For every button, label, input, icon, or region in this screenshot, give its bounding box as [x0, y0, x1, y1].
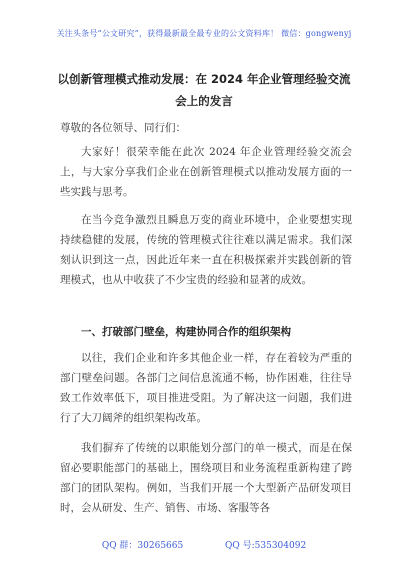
paragraph-context: 在当今竞争激烈且瞬息万变的商业环境中，企业要想实现持续稳健的发展，传统的管理模式往往难以满足需求。我们深刻认识到这一点，因此近年来一直在积极探索并实践创新的管理模式，也从中收获了不少宝贵的经验和显著的成效。: [60, 214, 352, 286]
header-banner: 关注头条号“公文研究”，获得最新最全最专业的公文资料库！ 微信：gongwenyj: [56, 29, 352, 38]
document-title: 以创新管理模式推动发展：在 2024 年企业管理经验交流会上的发言: [57, 72, 351, 108]
section-heading: 一、打破部门壁垒，构建协同合作的组织架构: [81, 326, 291, 338]
footer-qq-group: QQ 群：30265665: [101, 541, 184, 551]
paragraph-intro: 大家好！很荣幸能在此次 2024 年企业管理经验交流会上，与大家分享我们企业在创新管理模式以推动发展方面的一些实践与思考。: [60, 146, 352, 198]
paragraph-section-2: 我们摒弃了传统的以职能划分部门的单一模式，而是在保留必要职能部门的基础上，围绕项目和业务流程重新构建了跨部门的团队架构。例如，当我们开展一个大型新产品研发项目时，会从研发、生产、销售、市场、客服等各: [60, 442, 352, 514]
footer-qq-number: QQ 号:535304092: [225, 541, 307, 551]
footer-contacts: [0, 538, 408, 551]
salutation: 尊敬的各位领导、同行们：: [60, 122, 186, 134]
paragraph-section-1: 以往，我们企业和许多其他企业一样，存在着较为严重的部门壁垒问题。各部门之间信息流通不畅，协作困难，往往导致工作效率低下，项目推进受阻。为了解决这一问题，我们进行了大刀阔斧的组织架构改革。: [60, 352, 352, 424]
